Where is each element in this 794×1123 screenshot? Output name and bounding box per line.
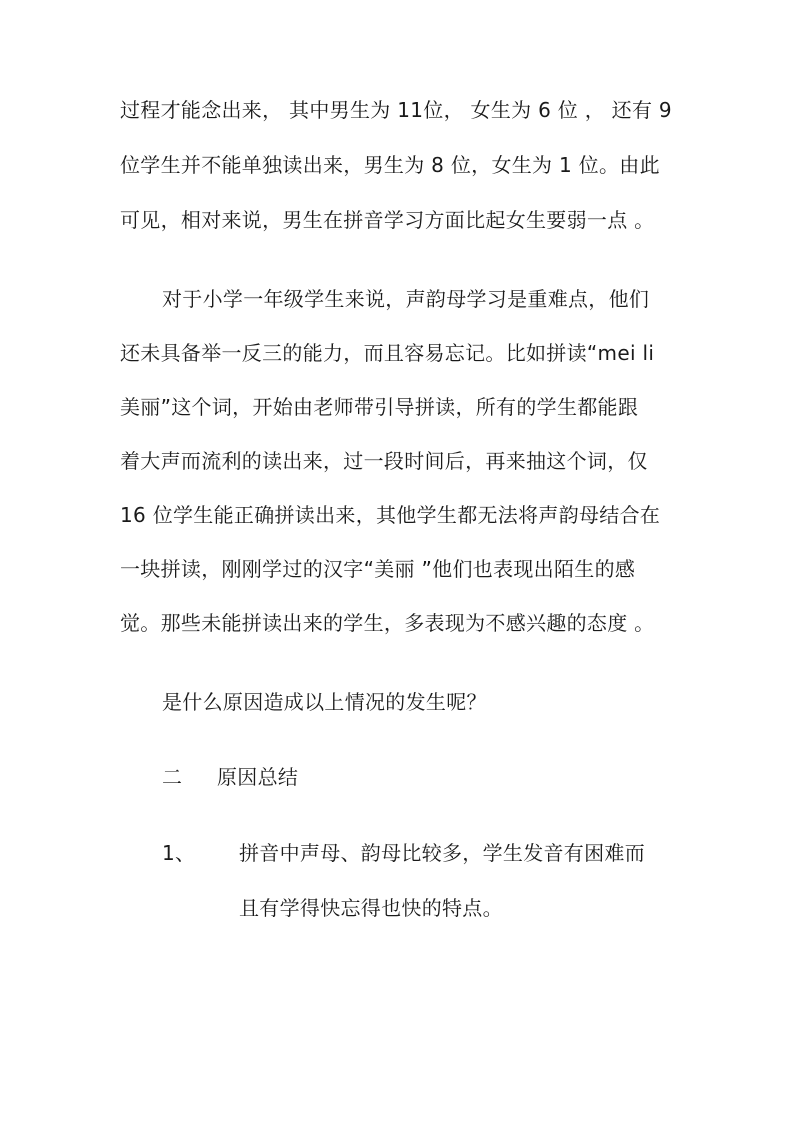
paragraph-line: 对于小学一年级学生来说，声韵母学习是重难点，他们 <box>162 287 650 311</box>
paragraph-line: 着大声而流利的读出来，过一段时间后，再来抽这个词，仅 <box>120 449 648 473</box>
list-item-number: 1、 <box>162 841 196 865</box>
paragraph-line: 一块拼读，刚刚学过的汉字“美丽 ”他们也表现出陌生的感 <box>120 557 636 581</box>
section-heading-title: 原因总结 <box>217 765 299 789</box>
paragraph-line: 觉。那些未能拼读出来的学生，多表现为不感兴趣的态度 。 <box>120 611 655 635</box>
list-item-text-continued: 且有学得快忘得也快的特点。 <box>239 896 503 920</box>
question-line: 是什么原因造成以上情况的发生呢？ <box>162 690 487 714</box>
paragraph-line: 位学生并不能单独读出来，男生为 8 位，女生为 1 位。由此 <box>120 153 660 177</box>
paragraph-line: 16 位学生能正确拼读出来，其他学生都无法将声韵母结合在 <box>120 503 661 527</box>
paragraph-line: 美丽”这个词，开始由老师带引导拼读，所有的学生都能跟 <box>120 395 639 419</box>
paragraph-line: 过程才能念出来， 其中男生为 11位， 女生为 6 位 ， 还有 9 <box>120 98 672 122</box>
list-item-text: 拼音中声母、韵母比较多，学生发音有困难而 <box>239 841 645 865</box>
paragraph-line: 还未具备举一反三的能力，而且容易忘记。比如拼读“mei li <box>120 341 655 365</box>
section-heading-number: 二 <box>162 765 183 789</box>
paragraph-line: 可见，相对来说，男生在拼音学习方面比起女生要弱一点 。 <box>120 208 655 232</box>
